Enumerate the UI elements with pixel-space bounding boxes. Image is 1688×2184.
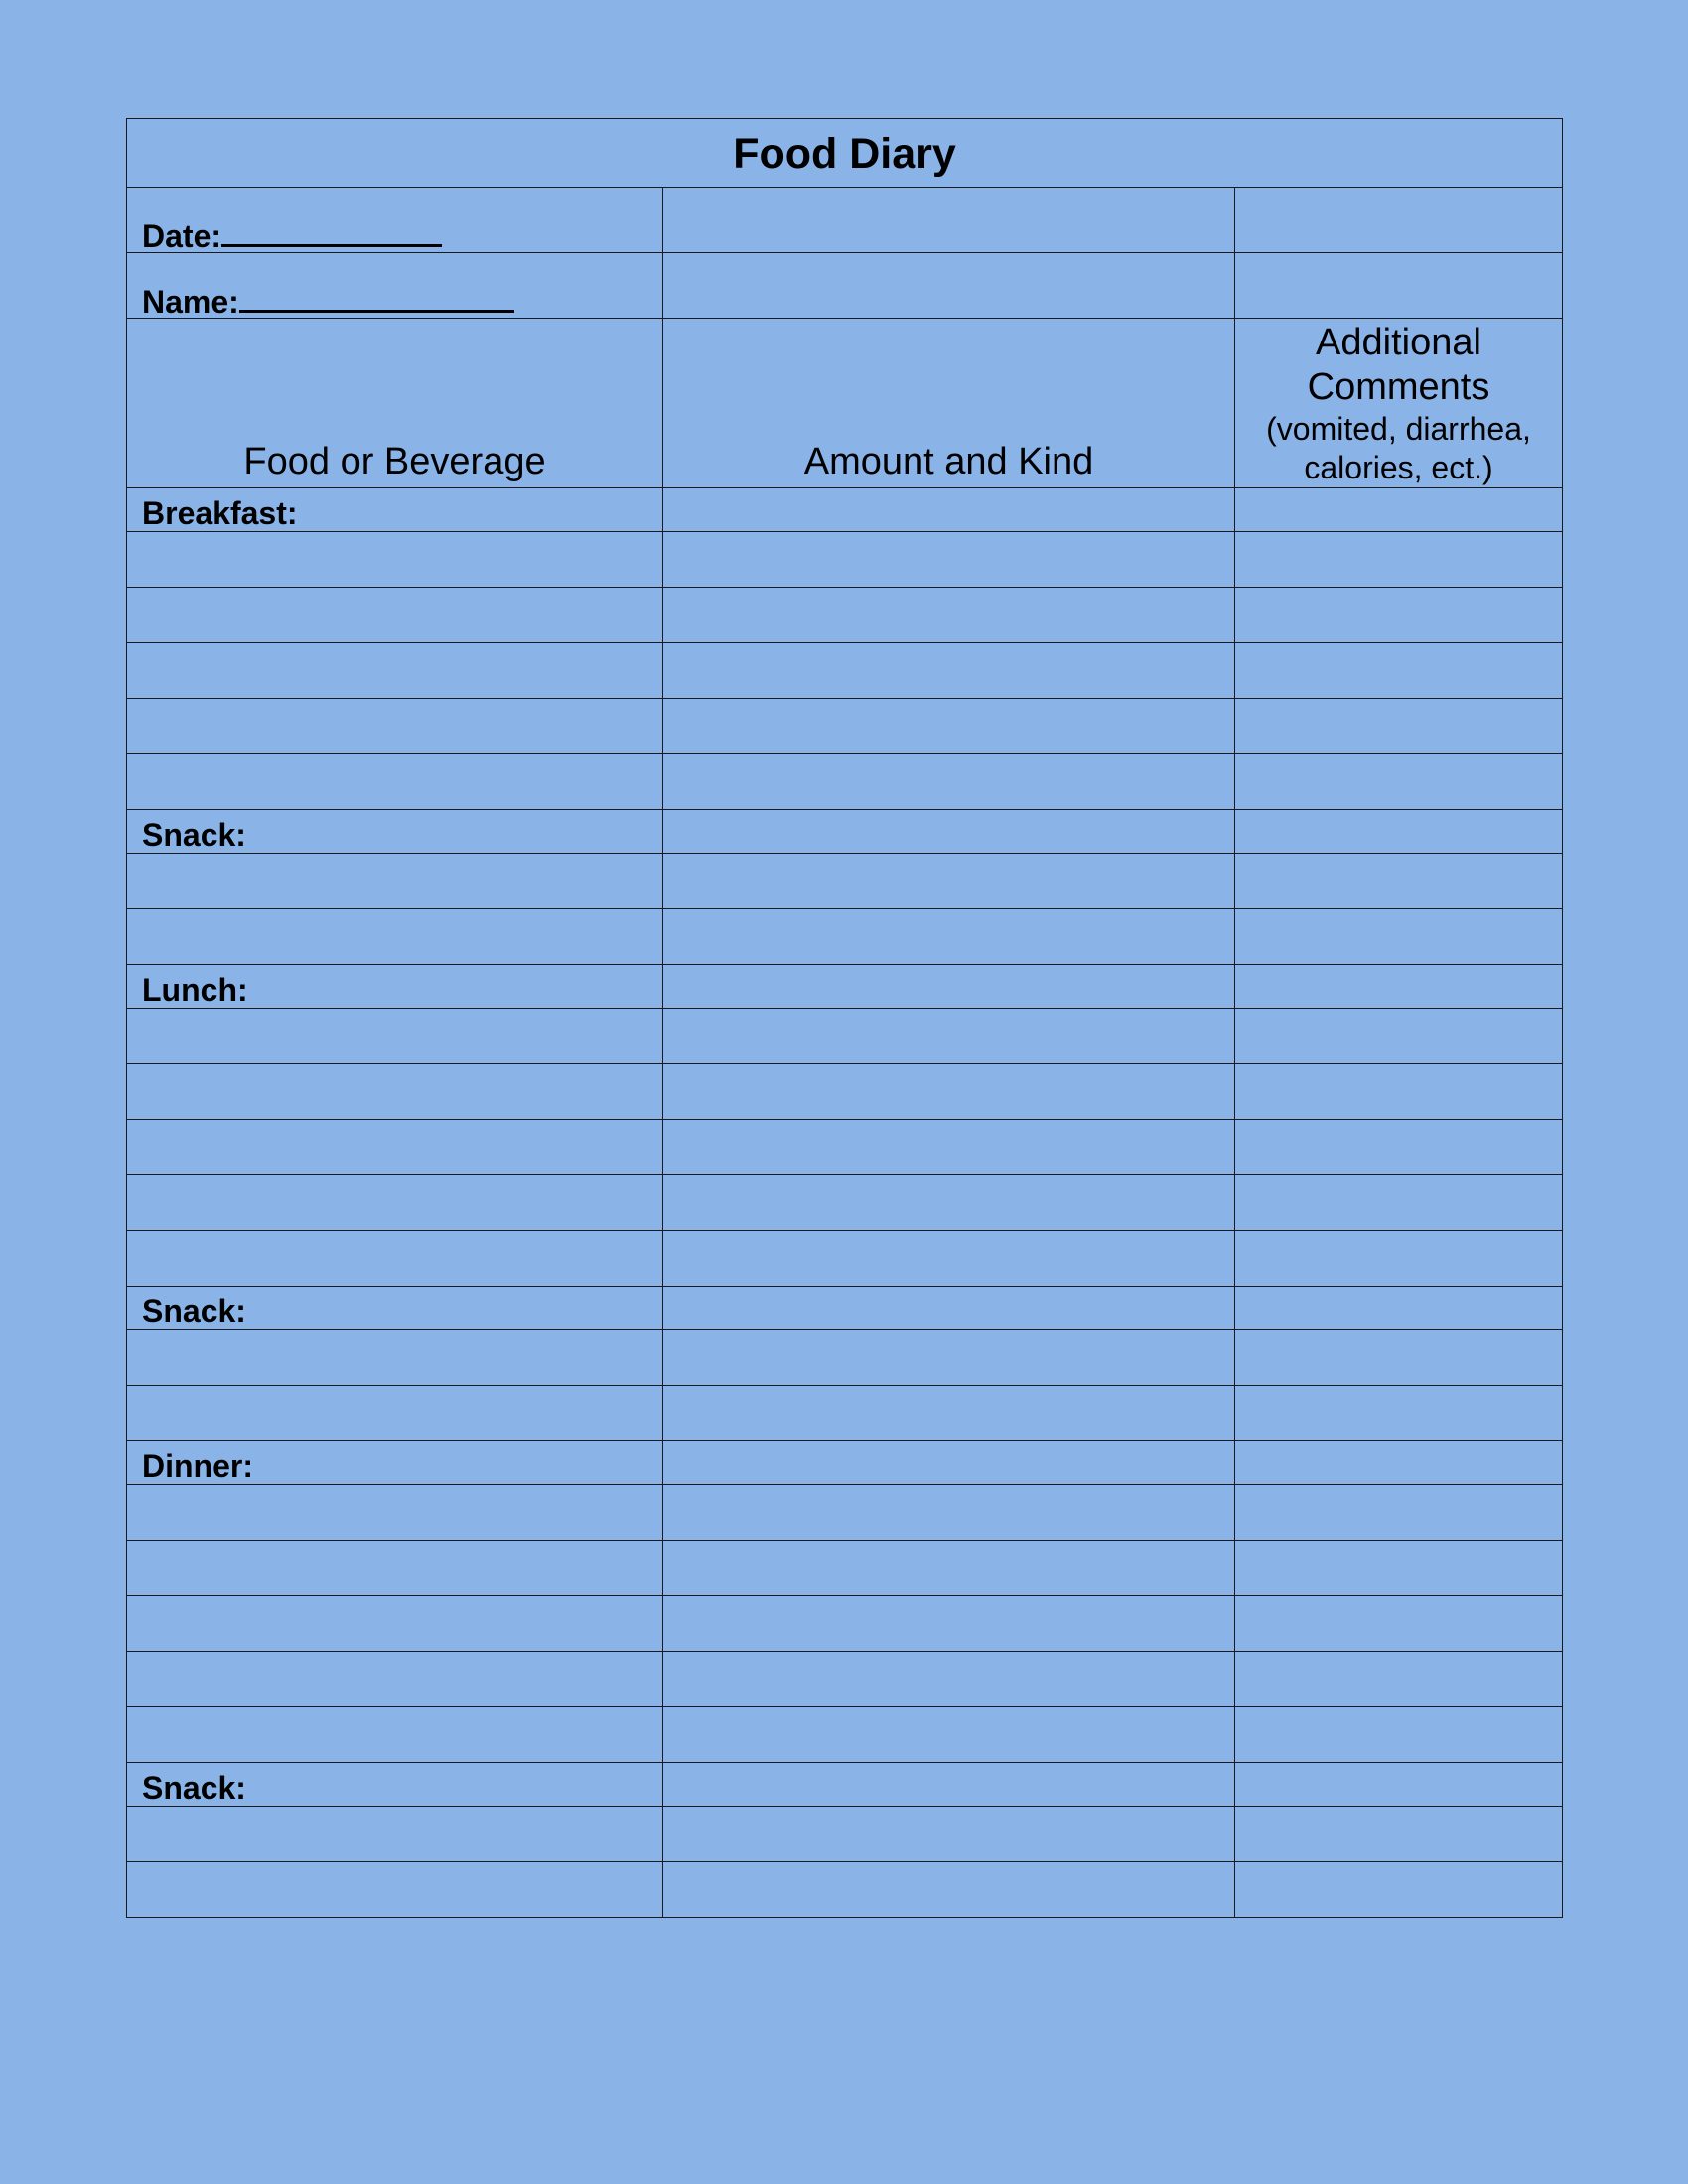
amount-cell[interactable] [663, 1652, 1235, 1707]
amount-cell[interactable] [663, 1596, 1235, 1652]
amount-cell[interactable] [663, 1763, 1235, 1807]
amount-cell[interactable] [663, 588, 1235, 643]
section-label-cell[interactable] [127, 1441, 663, 1485]
food-cell[interactable] [127, 588, 663, 643]
table-row [127, 1862, 1563, 1918]
section-label: Breakfast: [142, 495, 298, 531]
table-row [127, 1596, 1563, 1652]
table-row [127, 1707, 1563, 1763]
section-label: Dinner: [142, 1448, 253, 1484]
amount-cell[interactable] [663, 488, 1235, 532]
comments-cell[interactable] [1235, 854, 1563, 909]
comments-cell[interactable] [1235, 1064, 1563, 1120]
comments-cell[interactable] [1235, 909, 1563, 965]
food-cell[interactable] [127, 699, 663, 754]
food-cell[interactable] [127, 1386, 663, 1441]
amount-cell[interactable] [663, 1862, 1235, 1918]
table-row [127, 854, 1563, 909]
title-row [127, 119, 1563, 188]
amount-cell[interactable] [663, 1175, 1235, 1231]
comments-header-sub-2: calories, ect.) [1304, 450, 1493, 485]
name-underline [239, 306, 514, 313]
name-field[interactable] [127, 253, 663, 319]
section-row [127, 488, 1563, 532]
section-row [127, 1763, 1563, 1807]
section-label: Snack: [142, 1294, 246, 1329]
comments-cell[interactable] [1235, 1652, 1563, 1707]
food-diary-table [126, 118, 1563, 1918]
table-row [127, 1064, 1563, 1120]
amount-cell[interactable] [663, 1009, 1235, 1064]
table-row [127, 1386, 1563, 1441]
food-cell[interactable] [127, 1120, 663, 1175]
comments-cell[interactable] [1235, 699, 1563, 754]
comments-cell[interactable] [1235, 1009, 1563, 1064]
amount-cell[interactable] [663, 699, 1235, 754]
comments-header-line-1: Additional [1316, 322, 1481, 363]
amount-cell[interactable] [663, 1441, 1235, 1485]
table-row [127, 643, 1563, 699]
food-cell[interactable] [127, 1862, 663, 1918]
section-label: Snack: [142, 1770, 246, 1806]
section-row [127, 1441, 1563, 1485]
comments-cell[interactable] [1235, 754, 1563, 810]
amount-cell[interactable] [663, 1386, 1235, 1441]
food-cell[interactable] [127, 1175, 663, 1231]
section-label-cell[interactable] [127, 1763, 663, 1807]
comments-cell[interactable] [1235, 643, 1563, 699]
comments-cell[interactable] [1235, 1763, 1563, 1807]
food-cell[interactable] [127, 532, 663, 588]
comments-cell[interactable] [1235, 532, 1563, 588]
comments-cell[interactable] [1235, 1807, 1563, 1862]
table-row [127, 1807, 1563, 1862]
comments-header-line-2: Comments [1307, 366, 1490, 408]
comments-cell[interactable] [1235, 1862, 1563, 1918]
section-label-cell[interactable] [127, 488, 663, 532]
amount-cell[interactable] [663, 1287, 1235, 1330]
comments-cell[interactable] [1235, 1541, 1563, 1596]
section-label-cell[interactable] [127, 810, 663, 854]
table-row [127, 1485, 1563, 1541]
amount-cell[interactable] [663, 1120, 1235, 1175]
name-label: Name: [142, 284, 239, 319]
table-row [127, 1175, 1563, 1231]
comments-cell[interactable] [1235, 488, 1563, 532]
amount-cell[interactable] [663, 909, 1235, 965]
table-row [127, 909, 1563, 965]
amount-cell[interactable] [663, 1541, 1235, 1596]
amount-cell[interactable] [663, 1330, 1235, 1386]
page-title: Food Diary [127, 119, 1563, 188]
amount-cell[interactable] [663, 1485, 1235, 1541]
comments-cell[interactable] [1235, 965, 1563, 1009]
amount-cell[interactable] [663, 1231, 1235, 1287]
comments-header-sub-1: (vomited, diarrhea, [1266, 411, 1531, 447]
table-row [127, 1652, 1563, 1707]
food-cell[interactable] [127, 1064, 663, 1120]
food-cell[interactable] [127, 909, 663, 965]
table-row [127, 588, 1563, 643]
food-cell[interactable] [127, 1330, 663, 1386]
food-cell[interactable] [127, 643, 663, 699]
food-cell[interactable] [127, 1541, 663, 1596]
table-row [127, 1009, 1563, 1064]
comments-cell[interactable] [1235, 1231, 1563, 1287]
food-cell[interactable] [127, 1596, 663, 1652]
comments-cell[interactable] [1235, 1485, 1563, 1541]
food-diary-sheet [126, 118, 1562, 1918]
amount-cell[interactable] [663, 1807, 1235, 1862]
table-row [127, 532, 1563, 588]
amount-cell[interactable] [663, 854, 1235, 909]
amount-cell[interactable] [663, 754, 1235, 810]
table-row [127, 699, 1563, 754]
comments-cell[interactable] [1235, 1287, 1563, 1330]
section-label-cell[interactable] [127, 965, 663, 1009]
name-row-cell-2[interactable] [663, 253, 1235, 319]
table-row [127, 1231, 1563, 1287]
comments-cell[interactable] [1235, 1707, 1563, 1763]
amount-column-header: Amount and Kind [663, 319, 1235, 488]
comments-column-header [1235, 319, 1563, 488]
food-cell[interactable] [127, 1807, 663, 1862]
table-row [127, 1541, 1563, 1596]
amount-cell[interactable] [663, 643, 1235, 699]
amount-cell[interactable] [663, 532, 1235, 588]
table-row [127, 1120, 1563, 1175]
comments-cell[interactable] [1235, 588, 1563, 643]
section-row [127, 965, 1563, 1009]
comments-cell[interactable] [1235, 1386, 1563, 1441]
food-column-header: Food or Beverage [127, 319, 663, 488]
section-row [127, 810, 1563, 854]
table-row [127, 754, 1563, 810]
date-row [127, 188, 1563, 253]
name-row-cell-3[interactable] [1235, 253, 1563, 319]
section-label-cell[interactable] [127, 1287, 663, 1330]
comments-cell[interactable] [1235, 1175, 1563, 1231]
amount-cell[interactable] [663, 1064, 1235, 1120]
date-row-cell-3[interactable] [1235, 188, 1563, 253]
food-cell[interactable] [127, 1652, 663, 1707]
food-cell[interactable] [127, 854, 663, 909]
section-label: Lunch: [142, 972, 248, 1008]
date-row-cell-2[interactable] [663, 188, 1235, 253]
column-header-row [127, 319, 1563, 488]
section-label: Snack: [142, 817, 246, 853]
comments-cell[interactable] [1235, 1596, 1563, 1652]
food-cell[interactable] [127, 1485, 663, 1541]
amount-cell[interactable] [663, 965, 1235, 1009]
food-cell[interactable] [127, 1009, 663, 1064]
amount-cell[interactable] [663, 810, 1235, 854]
comments-cell[interactable] [1235, 1120, 1563, 1175]
food-cell[interactable] [127, 1231, 663, 1287]
comments-cell[interactable] [1235, 810, 1563, 854]
section-row [127, 1287, 1563, 1330]
date-field[interactable] [127, 188, 663, 253]
comments-cell[interactable] [1235, 1330, 1563, 1386]
date-label: Date: [142, 218, 222, 253]
date-underline [221, 240, 442, 247]
food-cell[interactable] [127, 1707, 663, 1763]
amount-cell[interactable] [663, 1707, 1235, 1763]
name-row [127, 253, 1563, 319]
food-cell[interactable] [127, 754, 663, 810]
table-row [127, 1330, 1563, 1386]
comments-cell[interactable] [1235, 1441, 1563, 1485]
